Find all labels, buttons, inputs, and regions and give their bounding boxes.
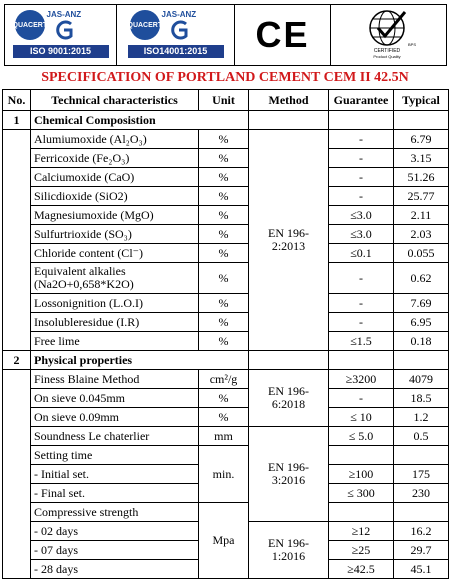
typical-cell: 45.1 [394,560,449,579]
empty-number-cell [3,370,31,579]
table-row [3,168,449,187]
jas-anz-emblem-icon [168,20,190,40]
characteristic-name: On sieve 0.09mm [31,408,199,427]
bps-certified-globe-icon [363,6,415,60]
unit-cell: % [199,294,249,313]
guarantee-cell: - [329,294,394,313]
characteristic-name: Lossonignition (L.O.I) [31,294,199,313]
unit-cell: % [199,408,249,427]
typical-cell: 0.62 [394,263,449,294]
characteristic-name: Equivalent alkalies (Na2O+0,658*K2O) [31,263,199,294]
method-cell: EN 196-3:2016 [249,427,329,522]
guarantee-cell: ≥3200 [329,370,394,389]
section-row-chemical [3,111,449,130]
characteristic-name: - Final set. [31,484,199,503]
table-row [3,294,449,313]
characteristic-name: - 07 days [31,541,199,560]
characteristic-name: Insolubleresidue (I.R) [31,313,199,332]
guarantee-cell: ≥25 [329,541,394,560]
section-number: 1 [3,111,31,130]
typical-cell: 0.055 [394,244,449,263]
characteristic-name: Chloride content (Cl⁻) [31,244,199,263]
typical-cell: 29.7 [394,541,449,560]
table-row [3,370,449,389]
section-row-physical [3,351,449,370]
characteristic-name: Soundness Le chaterlier [31,427,199,446]
characteristic-name: Compressive strength [31,503,199,522]
characteristic-name: Calciumoxide (CaO) [31,168,199,187]
typical-cell: 1.2 [394,408,449,427]
guarantee-cell: - [329,263,394,294]
unit-cell: % [199,244,249,263]
section-title: Chemical Composistion [31,111,249,130]
guarantee-cell: ≤ 10 [329,408,394,427]
ce-logo-cell [235,5,331,66]
table-row [3,389,449,408]
header-typical: Typical [394,90,449,111]
unit-cell: % [199,168,249,187]
typical-cell: 25.77 [394,187,449,206]
bps-logo-cell [331,5,447,66]
guarantee-cell [329,503,394,522]
guarantee-cell: ≤3.0 [329,206,394,225]
table-row [3,408,449,427]
typical-cell: 0.18 [394,332,449,351]
bps-quality-text: Product Quality [372,53,401,59]
typical-cell: 2.03 [394,225,449,244]
characteristic-name: On sieve 0.045mm [31,389,199,408]
quacert-iso14001-logo [128,8,224,58]
unit-cell: % [199,263,249,294]
quacert-brand-text: QUACERT [127,21,163,29]
bps-name-text: BPS [407,41,416,47]
guarantee-cell: ≤ 5.0 [329,427,394,446]
table-row [3,332,449,351]
guarantee-cell: ≤3.0 [329,225,394,244]
jas-anz-text: JAS-ANZ [46,9,82,19]
header-no: No. [3,90,31,111]
guarantee-cell: ≤1.5 [329,332,394,351]
typical-cell: 4079 [394,370,449,389]
guarantee-cell: - [329,149,394,168]
guarantee-cell: - [329,313,394,332]
unit-cell: % [199,149,249,168]
empty-number-cell [3,130,31,351]
characteristic-name: - Initial set. [31,465,199,484]
guarantee-cell: ≤ 300 [329,484,394,503]
typical-cell: 175 [394,465,449,484]
iso9001-label: ISO 9001:2015 [13,45,109,58]
characteristic-name: - 28 days [31,560,199,579]
specification-table [2,89,449,579]
unit-cell: mm [199,427,249,446]
header-characteristics: Technical characteristics [31,90,199,111]
characteristic-name: Alumiumoxide (Al₂O₃) [31,130,199,149]
jas-anz-text: JAS-ANZ [161,9,197,19]
section-title: Physical properties [31,351,249,370]
unit-cell: cm²/g [199,370,249,389]
characteristic-name: Setting time [31,446,199,465]
table-header-row [3,90,449,111]
iso9001-logo-cell [5,5,117,66]
method-cell: EN 196-6:2018 [249,370,329,427]
characteristic-name: Free lime [31,332,199,351]
iso14001-label: ISO14001:2015 [128,45,224,58]
header-unit: Unit [199,90,249,111]
typical-cell: 3.15 [394,149,449,168]
table-row [3,503,449,522]
characteristic-name: - 02 days [31,522,199,541]
table-row [3,313,449,332]
guarantee-cell: ≤0.1 [329,244,394,263]
unit-cell: min. [199,446,249,503]
guarantee-cell [329,446,394,465]
table-row [3,263,449,294]
guarantee-cell: ≥12 [329,522,394,541]
quacert-brand-text: QUACERT [12,21,48,29]
characteristic-name: Sulfurtrioxide (SO₃) [31,225,199,244]
document-title: SPECIFICATION OF PORTLAND CEMENT CEM II 42.5N [41,70,409,85]
guarantee-cell: - [329,168,394,187]
unit-cell: % [199,332,249,351]
header-method: Method [249,90,329,111]
section-number: 2 [3,351,31,370]
typical-cell: 0.5 [394,427,449,446]
typical-cell: 6.79 [394,130,449,149]
guarantee-cell: - [329,187,394,206]
table-row [3,225,449,244]
typical-cell: 7.69 [394,294,449,313]
unit-cell: % [199,225,249,244]
table-row [3,427,449,446]
table-row [3,206,449,225]
unit-cell: % [199,187,249,206]
ce-mark-icon: CE [255,14,310,55]
typical-cell: 6.95 [394,313,449,332]
unit-cell: Mpa [199,503,249,579]
jas-anz-emblem-icon [53,20,75,40]
characteristic-name: Finess Blaine Method [31,370,199,389]
guarantee-cell: ≥42.5 [329,560,394,579]
characteristic-name: Magnesiumoxide (MgO) [31,206,199,225]
header-guarantee: Guarantee [329,90,394,111]
characteristic-name: Ferricoxide (Fe₂O₃) [31,149,199,168]
typical-cell: 16.2 [394,522,449,541]
typical-cell: 2.11 [394,206,449,225]
unit-cell: % [199,389,249,408]
guarantee-cell: - [329,130,394,149]
typical-cell [394,503,449,522]
unit-cell: % [199,130,249,149]
guarantee-cell: - [329,389,394,408]
typical-cell: 230 [394,484,449,503]
iso14001-logo-cell [117,5,235,66]
table-row [3,130,449,149]
certification-logos [4,4,447,66]
guarantee-cell: ≥100 [329,465,394,484]
unit-cell: % [199,206,249,225]
bps-certified-text: CERTIFIED [373,47,400,54]
typical-cell: 51.26 [394,168,449,187]
typical-cell [394,446,449,465]
typical-cell: 18.5 [394,389,449,408]
method-cell: EN 196-1:2016 [249,522,329,579]
table-row [3,244,449,263]
table-row [3,149,449,168]
method-cell: EN 196-2:2013 [249,130,329,351]
quacert-iso9001-logo [13,8,109,58]
characteristic-name: Silicdioxide (SiO2) [31,187,199,206]
table-row [3,446,449,465]
unit-cell: % [199,313,249,332]
table-row [3,187,449,206]
